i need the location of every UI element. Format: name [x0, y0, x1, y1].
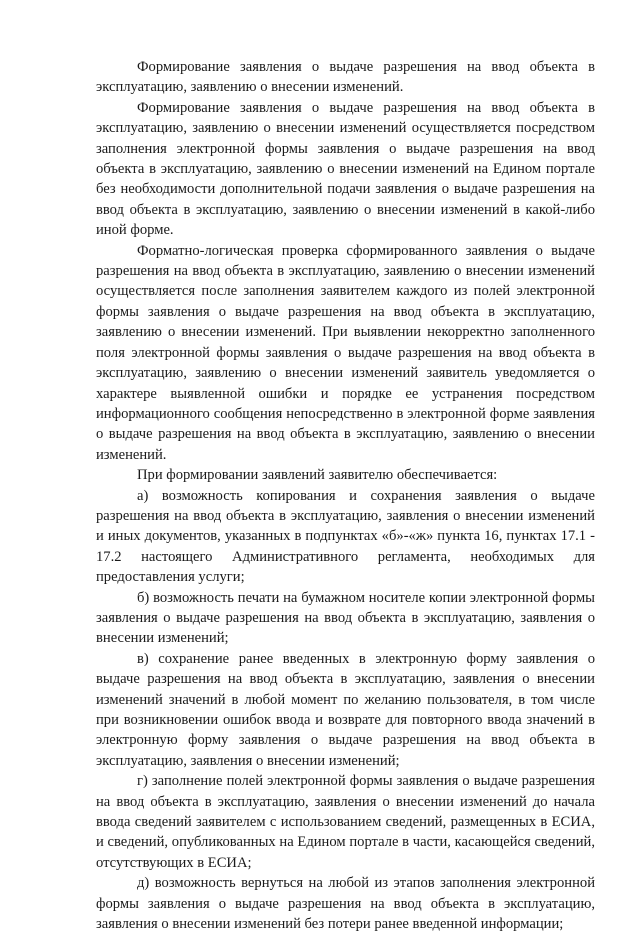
paragraph-format-check: Форматно-логическая проверка сформированного заявления о выдаче разрешения на ввод объекта в эксплуатацию, заявлению о внесении изменений осуществляется после заполнения заявителем каждого из полей электронной формы заявления о выдаче разрешения на ввод объекта в эксплуатацию, заявлению о внесении изменений. При выявлении некорректно заполненного поля электронной формы заявления о выдаче разрешения на ввод объекта в эксплуатацию, заявлению о внесении изменений заявитель уведомляется о характере выявленной ошибки и порядке ее устранения посредством информационного сообщения непосредственно в электронной форме заявления о выдаче разрешения на ввод объекта в эксплуатацию, заявлению о внесении изменений. — [96, 242, 595, 463]
list-item-a: а) возможность копирования и сохранения заявления о выдаче разрешения на ввод объекта в эксплуатацию, заявления о внесении изменений и иных документов, указанных в подпунктах «б»-«ж» пункта 16, пунктах 17.1 - 17.2 настоящего Административного регламента, необходимых для предоставления услуги; — [96, 487, 595, 586]
paragraph-provisions-intro: При формировании заявлений заявителю обеспечивается: — [137, 467, 498, 484]
list-item-b: б) возможность печати на бумажном носителе копии электронной формы заявления о выдаче разрешения на ввод объекта в эксплуатацию, заявления о внесении изменений; — [96, 589, 595, 647]
list-item-v: в) сохранение ранее введенных в электронную форму заявления о выдаче разрешения на ввод объекта в эксплуатацию, заявления о внесении изменений значений в любой момент по желанию пользователя, в том числе при возникновении ошибок ввода и возврате для повторного ввода значений в электронную форму заявления о выдаче разрешения на ввод объекта в эксплуатацию, заявления о внесении изменений; — [96, 650, 595, 769]
paragraph-heading: Формирование заявления о выдаче разрешения на ввод объекта в эксплуатацию, заявлению о внесении изменений. — [96, 59, 595, 96]
document-page — [96, 57, 595, 934]
paragraph-formation: Формирование заявления о выдаче разрешения на ввод объекта в эксплуатацию, заявлению о внесении изменений осуществляется посредством заполнения электронной формы заявления о выдаче разрешения на ввод объекта в эксплуатацию, заявлению о внесении изменений на Едином портале без необходимости дополнительной подачи заявления о выдаче разрешения на ввод объекта в эксплуатацию, заявлению о внесении изменений в какой-либо иной форме. — [96, 99, 595, 239]
list-item-d: д) возможность вернуться на любой из этапов заполнения электронной формы заявления о выдаче разрешения на ввод объекта в эксплуатацию, заявления о внесении изменений без потери ранее введенной информации; — [96, 875, 595, 933]
list-item-g: г) заполнение полей электронной формы заявления о выдаче разрешения на ввод объекта в эксплуатацию, заявления о внесении изменений до начала ввода сведений заявителем с использованием сведений, размещенных в ЕСИА, и сведений, опубликованных на Едином портале в части, касающейся сведений, отсутствующих в ЕСИА; — [96, 773, 595, 871]
